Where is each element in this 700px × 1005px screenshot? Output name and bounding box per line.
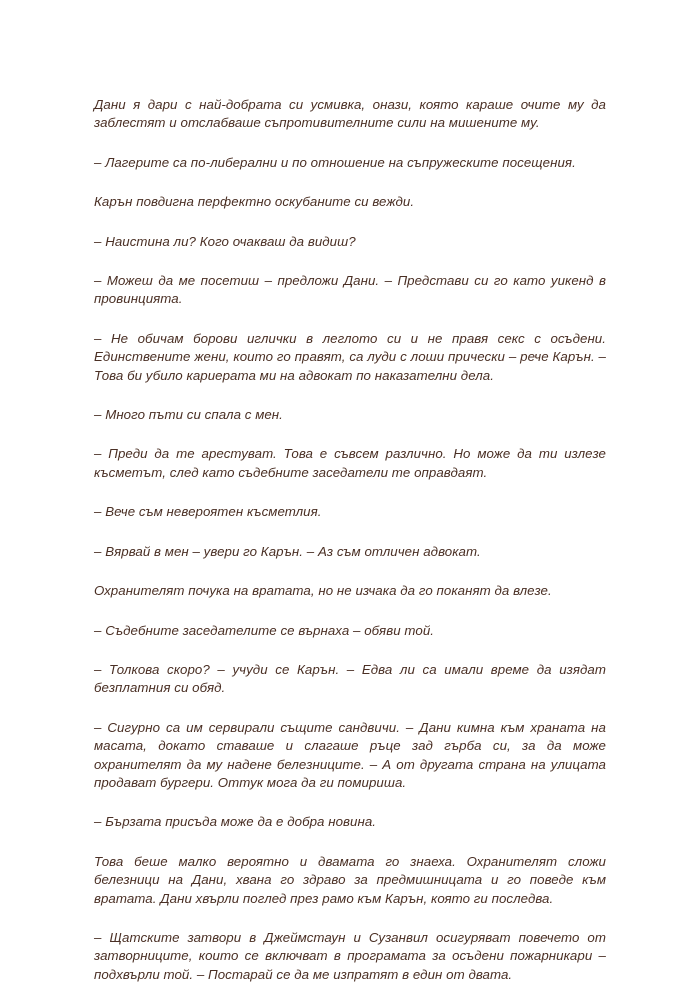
- paragraph-14: – Сигурно са им сервирали същите сандвичи. – Дани кимна към храната на масата, докато ставаше и слагаше ръце зад гърба си, за да може охранителят да му надене белезниците. – А от другата страна на улицата продават бургери. Оттук мога да ги помириша.: [94, 719, 606, 790]
- paragraph-7: – Много пъти си спала с мен.: [94, 407, 283, 423]
- paragraph-12: – Съдебните заседателите се върнаха – обяви той.: [94, 622, 435, 638]
- paragraph-5: – Можеш да ме посетиш – предложи Дани. – Представи си го като уикенд в провинцията.: [94, 273, 606, 307]
- paragraph-13: – Толкова скоро? – учуди се Карън. – Едва ли са имали време да изядат безплатния си обяд.: [94, 661, 606, 696]
- paragraph-17: – Щатските затвори в Джеймстаун и Сузанвил осигуряват повечето от затворниците, които се включват в програмата за осъдени пожарникари – подхвърли той. – Постарай се да ме изпратят в един от двата.: [94, 929, 606, 982]
- paragraph-9: – Вече съм невероятен късметлия.: [94, 504, 322, 520]
- paragraph-11: Охранителят почука на вратата, но не изчака да го поканят да влезе.: [94, 583, 552, 599]
- paragraph-6: – Не обичам борови иглички в леглото си и не правя секс с осъдени. Единствените жени, които го правят, са луди с лоши прически – рече Карън. – Това би убило кариерата ми на адвокат по наказателни дела.: [94, 330, 606, 383]
- paragraph-10: – Вярвай в мен – увери го Карън. – Аз съм отличен адвокат.: [94, 543, 481, 559]
- document-body: [94, 96, 606, 1005]
- paragraph-2: – Лагерите са по-либерални и по отношение на съпружеските посещения.: [94, 154, 576, 170]
- paragraph-16: Това беше малко вероятно и двамата го знаеха. Охранителят сложи белезници на Дани, хвана го здраво за предмишницата и го поведе към вратата. Дани хвърли поглед през рамо към Карън, която ги последва.: [94, 853, 606, 906]
- paragraph-15: – Бързата присъда може да е добра новина.: [94, 814, 377, 830]
- paragraph-3: Карън повдигна перфектно оскубаните си вежди.: [94, 194, 415, 210]
- paragraph-1: Дани я дари с най-добрата си усмивка, онази, която караше очите му да заблестят и отслабваше съпротивителните сили на мишените му.: [94, 97, 606, 131]
- paragraph-4: – Наистина ли? Кого очакваш да видиш?: [94, 233, 356, 249]
- paragraph-8: – Преди да те арестуват. Това е съвсем различно. Но може да ти излезе късметът, след като съдебните заседатели те оправдаят.: [94, 446, 606, 480]
